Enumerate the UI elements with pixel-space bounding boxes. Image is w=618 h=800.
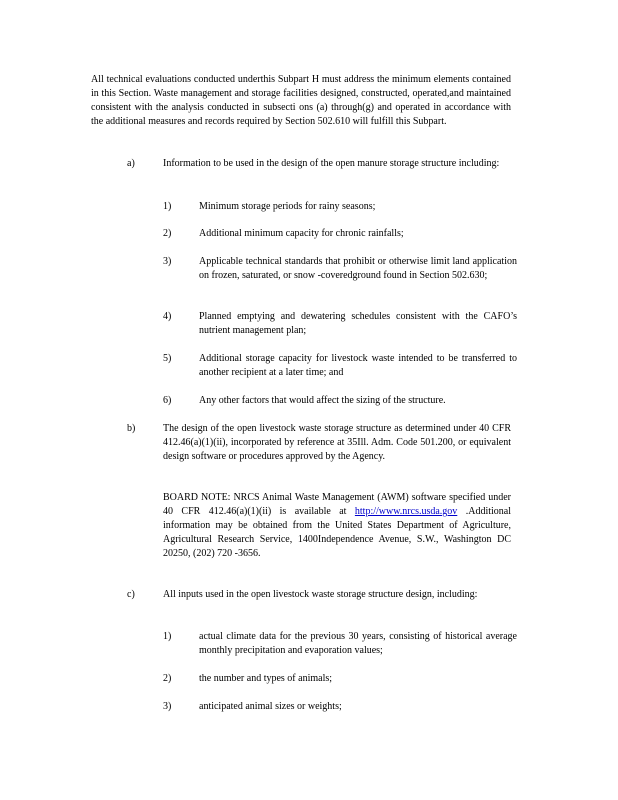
nrcs-link[interactable]: http://www.nrcs.usda.gov <box>354 506 458 517</box>
item-text: Additional minimum capacity for chronic rainfalls; <box>199 228 404 239</box>
item-number: 2) <box>163 673 172 684</box>
item-number: 3) <box>163 256 172 267</box>
subsection-b-label: b) <box>127 423 136 434</box>
item-number: 1) <box>163 201 172 212</box>
item-text: the number and types of animals; <box>199 673 333 684</box>
subsection-b-text: The design of the open livestock waste storage structure as determined under 40 CFR 412.46(a)(1)(ii), incorporated by reference at 35Ill. Adm. Code 501.200, or equivalent design software or procedures approved by the Agency. <box>163 423 511 462</box>
board-note-prefix: BOARD NOTE: NRCS Animal Waste Management (AWM) software specified under 40 CFR 412.46(a)(1)(ii) is available at <box>163 492 511 517</box>
item-text: Planned emptying and dewatering schedules consistent with the CAFO’s nutrient management plan; <box>199 311 517 336</box>
item-number: 4) <box>163 311 172 322</box>
item-number: 3) <box>163 701 172 712</box>
intro-paragraph: All technical evaluations conducted underthis Subpart H must address the minimum elements contained in this Section. Waste management and storage facilities designed, constructed, operated,and maintained consistent with the analysis conducted in subsecti ons (a) through(g) and operated in accordance with the additional measures and records required by Section 502.610 will fulfill this Subpart. <box>91 74 511 127</box>
item-text: Minimum storage periods for rainy seasons; <box>199 201 376 212</box>
board-note-text <box>163 491 511 561</box>
item-number: 6) <box>163 395 172 406</box>
item-number: 1) <box>163 631 172 642</box>
item-number: 5) <box>163 353 172 364</box>
subsection-a-label: a) <box>127 158 135 169</box>
item-text: anticipated animal sizes or weights; <box>199 701 342 712</box>
subsection-a-text: Information to be used in the design of the open manure storage structure including: <box>163 158 500 169</box>
board-note-suffix: .Additional information may be obtained from the United States Department of Agriculture, Agricultural Research Service, 1400Independence Avenue, S.W., Washington DC 20250, (202) 720 -3656. <box>163 506 511 559</box>
subsection-c-label: c) <box>127 589 135 600</box>
item-number: 2) <box>163 228 172 239</box>
item-text: Additional storage capacity for livestock waste intended to be transferred to another recipient at a later time; and <box>199 353 517 378</box>
item-text: Any other factors that would affect the sizing of the structure. <box>199 395 446 406</box>
item-text: actual climate data for the previous 30 years, consisting of historical average monthly precipitation and evaporation values; <box>199 631 517 656</box>
item-text: Applicable technical standards that prohibit or otherwise limit land application on frozen, saturated, or snow -coveredground found in Section 502.630; <box>199 256 517 281</box>
subsection-c-text: All inputs used in the open livestock waste storage structure design, including: <box>163 589 478 600</box>
